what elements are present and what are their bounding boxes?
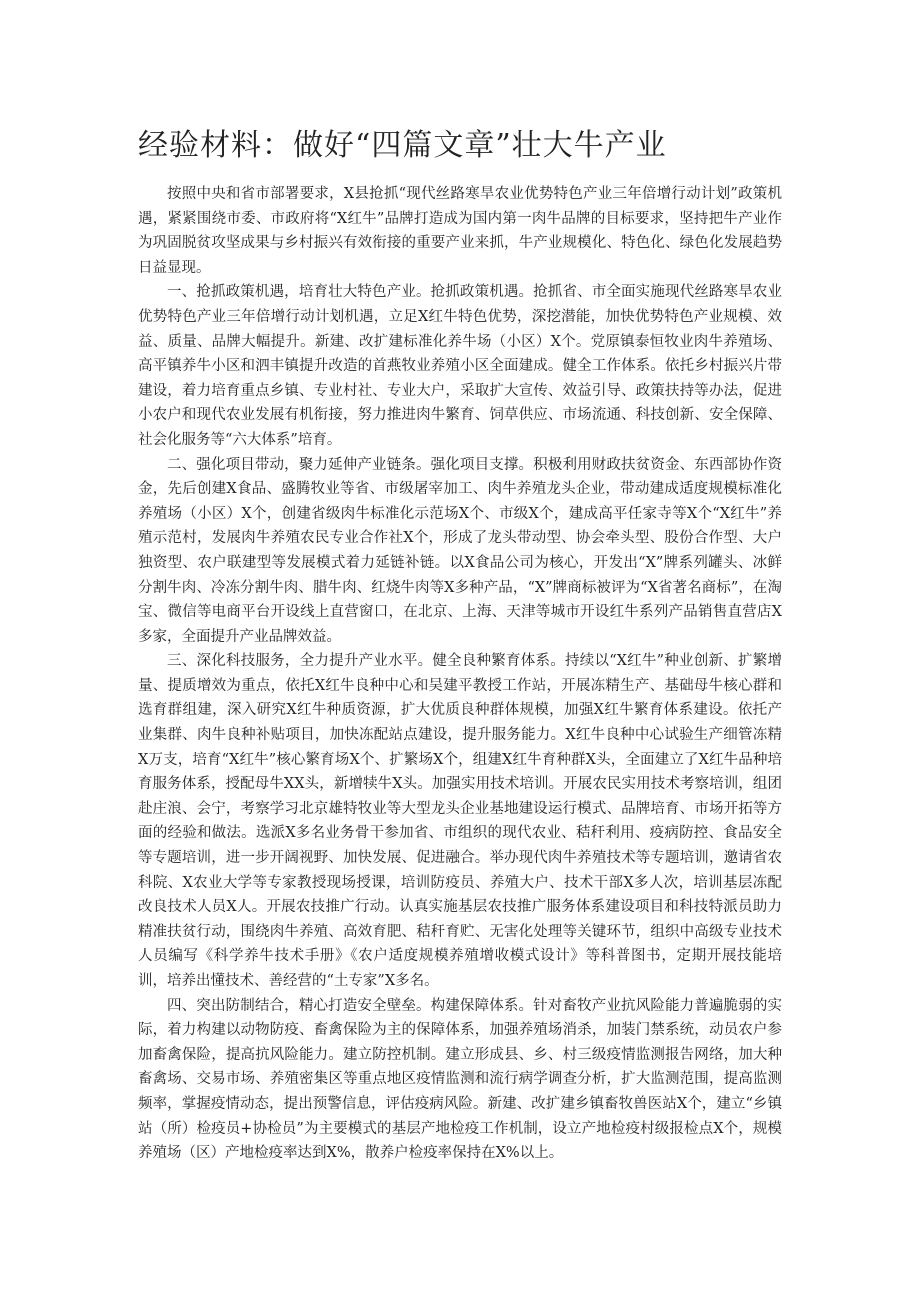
section-1-paragraph: 一、抢抓政策机遇，培育壮大特色产业。抢抓政策机遇。抢抓省、市全面实施现代丝路寒旱农业优势特色产业三年倍增行动计划机遇，立足X红牛特色优势，深挖潜能，加快优势特色产业规模、效益、质量、品牌大幅提升。新建、改扩建标准化养牛场（小区）X个。党原镇泰恒牧业肉牛养殖场、高平镇养牛小区和泗丰镇提升改造的首燕牧业养殖小区全面建成。健全工作体系。依托乡村振兴片带建设，着力培育重点乡镇、专业村社、专业大户，采取扩大宣传、效益引导、政策扶持等办法，促进小农户和现代农业发展有机衔接，努力推进肉牛繁育、饲草供应、市场流通、科技创新、安全保障、社会化服务等“六大体系”培育。 bbox=[138, 284, 782, 448]
section-2-paragraph: 二、强化项目带动，聚力延伸产业链条。强化项目支撑。积极利用财政扶贫资金、东西部协作资金，先后创建X食品、盛腾牧业等省、市级屠宰加工、肉牛养殖龙头企业，带动建成适度规模标准化养殖场（小区）X个，创建省级肉牛标准化示范场X个、市级X个，建成高平任家寺等X个“X红牛”养殖示范村，发展肉牛养殖农民专业合作社X个，形成了龙头带动型、协会牵头型、股份合作型、大户独资型、农户联建型等发展模式着力延链补链。以X食品公司为核心，开发出“X”牌系列罐头、冰鲜分割牛肉、冷冻分割牛肉、腊牛肉、红烧牛肉等X多种产品，“X”牌商标被评为“X省著名商标”，在淘宝、微信等电商平台开设线上直营窗口，在北京、上海、天津等城市开设红牛系列产品销售直营店X多家，全面提升产业品牌效益。 bbox=[138, 456, 782, 645]
section-3-paragraph: 三、深化科技服务，全力提升产业水平。健全良种繁育体系。持续以“X红牛”种业创新、扩繁增量、提质增效为重点，依托X红牛良种中心和吴建平教授工作站，开展冻精生产、基础母牛核心群和选育群组建，深入研究X红牛种质资源，扩大优质良种群体规模，加强X红牛繁育体系建设。依托产业集群、肉牛良种补贴项目，加快冻配站点建设，提升服务能力。X红牛良种中心试验生产细管冻精X万支，培育“X红牛”核心繁育场X个、扩繁场X个，组建X红牛育种群X头，全面建立了X红牛品种培育服务体系，授配母牛XX头，新增犊牛X头。加强实用技术培训。开展农民实用技术考察培训，组团赴庄浪、会宁，考察学习北京雄特牧业等大型龙头企业基地建设运行模式、品牌培育、市场开拓等方面的经验和做法。选派X多名业务骨干参加省、市组织的现代农业、秸秆利用、疫病防控、食品安全等专题培训，进一步开阔视野、加快发展、促进融合。举办现代肉牛养殖技术等专题培训，邀请省农科院、X农业大学等专家教授现场授课，培训防疫员、养殖大户、技术干部X多人次，培训基层冻配改良技术人员X人。开展农技推广行动。认真实施基层农技推广服务体系建设项目和科技特派员助力精准扶贫行动，围绕肉牛养殖、高效育肥、秸秆育贮、无害化处理等关键环节，组织中高级专业技术人员编写《科学养牛技术手册》《农户适度规模养殖增收模式设计》等科普图书，定期开展技能培训，培养出懂技术、善经营的“土专家”X多名。 bbox=[138, 653, 782, 989]
document-title: 经验材料：做好“四篇文章”壮大牛产业 bbox=[138, 128, 667, 163]
intro-paragraph: 按照中央和省市部署要求，X县抢抓“现代丝路寒旱农业优势特色产业三年倍增行动计划”政策机遇，紧紧围绕市委、市政府将“X红牛”品牌打造成为国内第一肉牛品牌的目标要求，坚持把牛产业作为巩固脱贫攻坚成果与乡村振兴有效衔接的重要产业来抓，牛产业规模化、特色化、绿色化发展趋势日益显现。 bbox=[138, 186, 782, 276]
section-4-paragraph: 四、突出防制结合，精心打造安全壁垒。构建保障体系。针对畜牧产业抗风险能力普遍脆弱的实际，着力构建以动物防疫、畜禽保险为主的保障体系，加强养殖场消杀，加装门禁系统，动员农户参加畜禽保险，提高抗风险能力。建立防控机制。建立形成县、乡、村三级疫情监测报告网络，加大种畜禽场、交易市场、养殖密集区等重点地区疫情监测和流行病学调查分析，扩大监测范围，提高监测频率，掌握疫情动态，提出预警信息，评估疫病风险。新建、改扩建乡镇畜牧兽医站X个，建立“乡镇站（所）检疫员+协检员”为主要模式的基层产地检疫工作机制，设立产地检疫村级报检点X个，规模养殖场（区）产地检疫率达到X%，散养户检疫率保持在X%以上。 bbox=[138, 997, 782, 1162]
document-body bbox=[138, 182, 782, 1166]
